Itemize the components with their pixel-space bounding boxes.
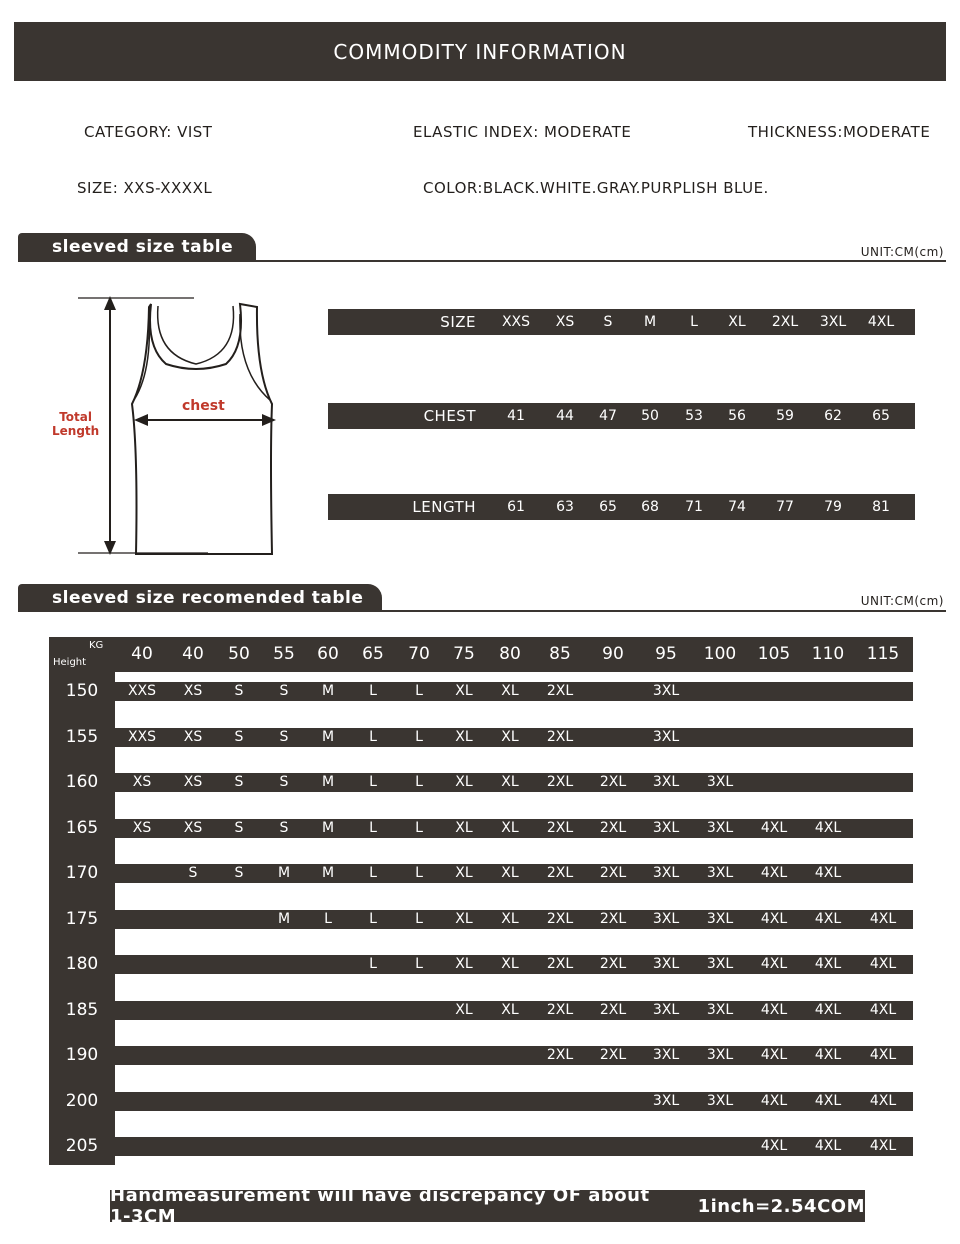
total-length-line2: Length [52,424,100,438]
rec-size-cell: 3XL [706,1093,734,1109]
footer-note: Handmeasurement will have discrepancy OF about 1-3CM [110,1185,650,1227]
kg-header-cell: 70 [408,644,430,664]
rec-size-cell: XL [455,729,473,745]
rec-table-row [115,1001,913,1020]
rec-section-tab [18,584,382,612]
rec-size-cell: XS [132,820,152,836]
rec-size-cell: XXS [127,683,157,699]
size-cell: 50 [641,408,659,424]
banner-title: COMMODITY INFORMATION [333,39,627,64]
rec-table-row [115,955,913,974]
rec-size-cell: 4XL [814,865,842,881]
rec-table-header [49,637,913,672]
kg-header-cell: 85 [549,644,571,664]
rec-table-row [115,1137,913,1156]
kg-header-cell: 60 [317,644,339,664]
rec-table-row [115,1092,913,1111]
footer-conversion: 1inch=2.54COM [697,1195,865,1217]
rec-size-cell: 3XL [652,911,680,927]
rec-size-cell: S [234,729,244,745]
rec-size-cell: 4XL [760,1047,788,1063]
height-label: 150 [65,681,99,701]
size-cell: 68 [641,499,659,515]
corner-kg-label: KG [89,640,104,651]
rec-size-cell: L [415,820,423,836]
kg-header-cell: 100 [703,644,737,664]
rec-size-cell: XL [501,683,519,699]
size-cell: 65 [872,408,890,424]
rec-table-row [115,910,913,929]
rec-size-cell: 3XL [652,774,680,790]
total-length-line1: Total [59,410,92,424]
rec-size-cell: XS [183,683,203,699]
rec-size-cell: XL [455,865,473,881]
rec-size-cell: M [321,820,335,836]
size-cell: 53 [685,408,703,424]
rec-size-cell: L [415,683,423,699]
kg-header-cell: 40 [182,644,204,664]
footer-note-bar [110,1185,865,1227]
rec-size-cell: L [415,774,423,790]
rec-size-cell: XL [501,865,519,881]
rec-size-cell: 2XL [546,911,574,927]
size-cell: XXS [501,314,531,330]
rec-size-cell: 4XL [760,956,788,972]
rec-size-cell: S [279,729,289,745]
rec-table-row [115,1046,913,1065]
rec-size-cell: 2XL [599,1002,627,1018]
rec-size-cell: 3XL [706,1002,734,1018]
kg-header-cell: 50 [228,644,250,664]
rec-size-cell: XL [455,956,473,972]
rec-size-cell: XL [455,774,473,790]
rec-size-cell: 4XL [869,1093,897,1109]
rec-size-cell: 3XL [652,820,680,836]
rec-size-cell: L [324,911,332,927]
rec-size-cell: M [321,683,335,699]
rec-size-cell: 2XL [546,865,574,881]
kg-header-cell: 115 [866,644,900,664]
rec-size-cell: L [369,956,377,972]
height-label: 205 [65,1136,99,1156]
rec-size-cell: 2XL [546,729,574,745]
size-cell: 59 [776,408,794,424]
height-label: 175 [65,909,99,929]
corner-height-label: Height [53,657,87,668]
size-cell: 44 [556,408,574,424]
rec-size-cell: 4XL [760,1093,788,1109]
size-cell: 4XL [867,314,895,330]
rec-size-cell: 4XL [869,956,897,972]
rec-section-divider [18,610,946,612]
height-label: 170 [65,863,99,883]
rec-size-cell: 4XL [814,820,842,836]
size-row-label: LENGTH [412,498,476,516]
size-cell: 61 [507,499,525,515]
rec-size-cell: L [415,865,423,881]
size-row-label: CHEST [423,407,476,425]
rec-size-cell: 3XL [652,683,680,699]
size-cell: 74 [728,499,746,515]
info-color: COLOR:BLACK.WHITE.GRAY.PURPLISH BLUE. [423,179,769,197]
rec-size-cell: 2XL [546,1002,574,1018]
size-cell: 71 [685,499,703,515]
size-row-chest [328,403,915,429]
kg-header-cell: 90 [602,644,624,664]
rec-size-cell: 3XL [706,956,734,972]
rec-size-cell: S [279,774,289,790]
size-section-divider [18,260,946,262]
size-cell: 47 [599,408,617,424]
rec-size-cell: 4XL [814,1093,842,1109]
size-cell: 3XL [819,314,847,330]
rec-size-cell: 2XL [546,683,574,699]
rec-size-cell: L [415,911,423,927]
size-cell: XS [555,314,575,330]
rec-table-row [115,864,913,883]
rec-table-row [115,819,913,838]
rec-size-cell: 2XL [599,956,627,972]
rec-size-cell: S [234,865,244,881]
info-thickness: THICKNESS:MODERATE [748,123,931,141]
rec-size-cell: L [369,820,377,836]
rec-size-cell: XL [455,683,473,699]
rec-size-cell: XL [455,820,473,836]
rec-size-cell: 4XL [869,1138,897,1154]
rec-size-cell: 3XL [706,1047,734,1063]
rec-size-cell: 2XL [546,1047,574,1063]
rec-size-cell: XL [501,956,519,972]
rec-size-cell: M [277,865,291,881]
height-label: 200 [65,1091,99,1111]
rec-size-cell: 2XL [546,820,574,836]
rec-size-cell: 3XL [652,865,680,881]
size-cell: XL [728,314,746,330]
rec-size-cell: 3XL [652,1047,680,1063]
rec-size-cell: M [321,774,335,790]
size-row-length [328,494,915,520]
rec-size-cell: 4XL [760,820,788,836]
height-label: 180 [65,954,99,974]
rec-size-cell: 3XL [652,1093,680,1109]
rec-size-cell: XS [183,820,203,836]
rec-size-cell: 4XL [760,1002,788,1018]
rec-size-cell: M [321,729,335,745]
size-cell: 77 [776,499,794,515]
rec-size-cell: S [234,683,244,699]
height-label: 160 [65,772,99,792]
height-label: 185 [65,1000,99,1020]
rec-size-cell: XL [501,820,519,836]
rec-size-cell: 4XL [869,1047,897,1063]
size-cell: 2XL [771,314,799,330]
rec-size-cell: 4XL [869,911,897,927]
chest-label: chest [182,398,225,414]
rec-size-cell: XS [183,774,203,790]
rec-size-cell: 3XL [706,820,734,836]
kg-header-cell: 65 [362,644,384,664]
rec-size-cell: 3XL [706,911,734,927]
size-cell: 65 [599,499,617,515]
rec-size-cell: 4XL [814,911,842,927]
rec-size-cell: 3XL [652,1002,680,1018]
size-cell: 41 [507,408,525,424]
kg-header-cell: 95 [655,644,677,664]
rec-size-cell: S [279,820,289,836]
rec-size-cell: 2XL [599,865,627,881]
rec-size-cell: L [369,911,377,927]
rec-size-cell: S [279,683,289,699]
rec-size-cell: XL [501,911,519,927]
rec-size-cell: XS [132,774,152,790]
rec-size-cell: S [234,820,244,836]
size-cell: S [603,314,613,330]
info-size: SIZE: XXS-XXXXL [77,179,213,197]
rec-size-cell: 2XL [599,774,627,790]
rec-table-row [115,682,913,701]
rec-table-row [115,728,913,747]
rec-size-cell: XL [455,911,473,927]
size-row-size [328,309,915,335]
rec-size-cell: 2XL [599,911,627,927]
size-cell: M [643,314,657,330]
rec-size-cell: XL [501,729,519,745]
size-cell: 56 [728,408,746,424]
rec-size-cell: XS [183,729,203,745]
rec-section-unit: UNIT:CM(cm) [860,594,944,608]
size-cell: 79 [824,499,842,515]
rec-section-title: sleeved size recomended table [52,588,364,608]
kg-header-cell: 80 [499,644,521,664]
total-length-label [52,410,99,438]
size-cell: 62 [824,408,842,424]
height-label: 165 [65,818,99,838]
rec-size-cell: 2XL [546,774,574,790]
rec-size-cell: L [369,774,377,790]
size-cell: 63 [556,499,574,515]
rec-size-cell: L [415,956,423,972]
rec-size-cell: 3XL [706,865,734,881]
rec-size-cell: 4XL [760,865,788,881]
rec-size-cell: 4XL [814,1002,842,1018]
rec-size-cell: 4XL [869,1002,897,1018]
rec-size-cell: L [415,729,423,745]
height-label: 155 [65,727,99,747]
size-row-label: SIZE [440,313,476,331]
rec-size-cell: 4XL [760,911,788,927]
rec-size-cell: XL [501,1002,519,1018]
size-section-tab [18,233,256,261]
rec-size-cell: L [369,865,377,881]
size-cell: L [690,314,698,330]
info-elastic: ELASTIC INDEX: MODERATE [413,123,632,141]
rec-size-cell: 2XL [599,1047,627,1063]
rec-size-cell: 3XL [652,729,680,745]
rec-size-cell: 3XL [706,774,734,790]
rec-size-cell: 4XL [814,956,842,972]
size-section-title: sleeved size table [52,237,234,257]
kg-header-cell: 110 [811,644,845,664]
rec-size-cell: M [321,865,335,881]
rec-size-cell: XXS [127,729,157,745]
info-category: CATEGORY: VIST [84,123,213,141]
height-label: 190 [65,1045,99,1065]
kg-header-cell: 105 [757,644,791,664]
kg-header-cell: 55 [273,644,295,664]
size-cell: 81 [872,499,890,515]
rec-size-cell: 4XL [814,1047,842,1063]
rec-size-cell: XL [455,1002,473,1018]
rec-size-cell: L [369,683,377,699]
kg-header-cell: 40 [131,644,153,664]
rec-size-cell: M [277,911,291,927]
rec-size-cell: S [234,774,244,790]
rec-size-cell: 4XL [760,1138,788,1154]
kg-header-cell: 75 [453,644,475,664]
rec-size-cell: 2XL [546,956,574,972]
rec-size-cell: 2XL [599,820,627,836]
rec-size-cell: 3XL [652,956,680,972]
rec-size-cell: XL [501,774,519,790]
rec-table-row [115,773,913,792]
rec-size-cell: L [369,729,377,745]
rec-size-cell: S [188,865,198,881]
size-section-unit: UNIT:CM(cm) [860,245,944,259]
rec-size-cell: 4XL [814,1138,842,1154]
commodity-banner [14,22,946,81]
